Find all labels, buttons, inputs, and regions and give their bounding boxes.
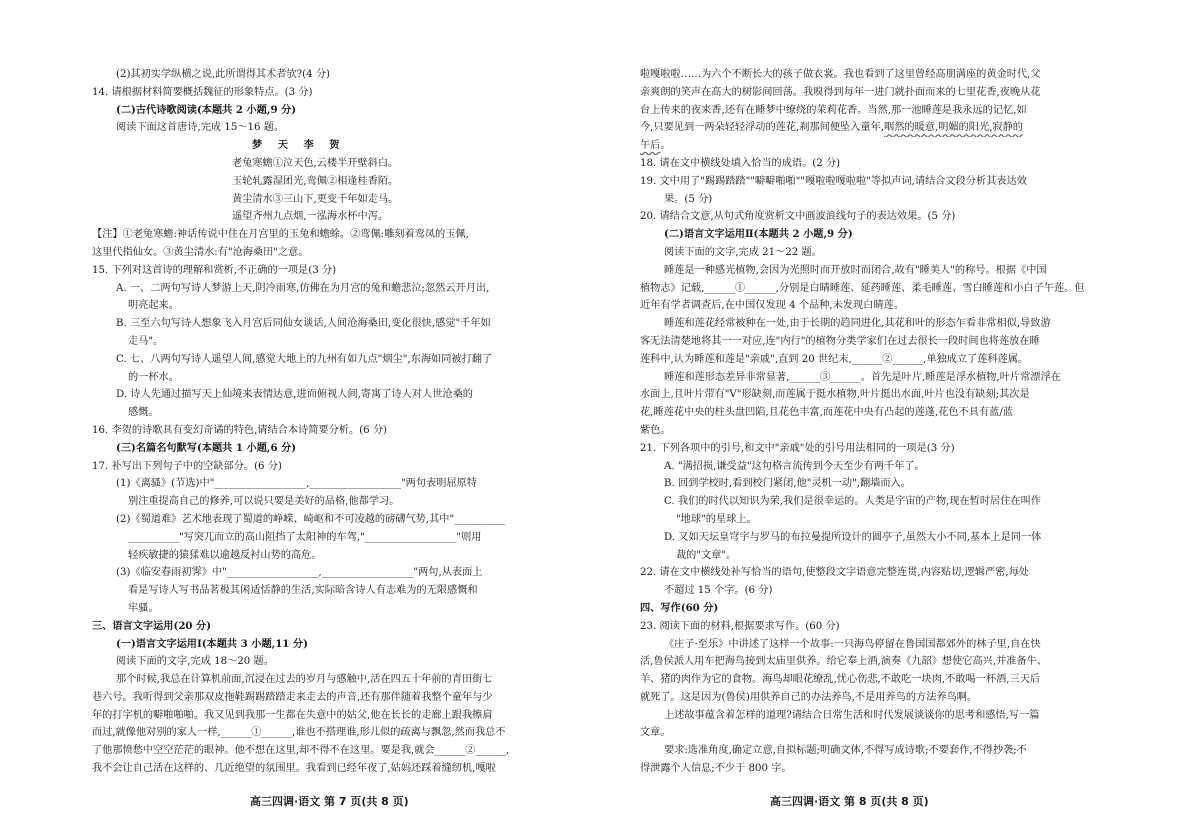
text-line: 裁的"文章"。 (676, 549, 737, 561)
text-line: 阅读下面的文字,完成 18～20 题。 (116, 656, 274, 668)
text-line: 梦 天 李 贺 (252, 139, 346, 152)
text-line: 这里代指仙女。③黄尘清水:有"沧海桑田"之意。 (92, 246, 309, 258)
text-line: 阅读下面这首唐诗,完成 15～16 题。 (116, 122, 285, 134)
text-line: 要求:选准角度,确定立意,自拟标题;明确文体,不得写成诗歌;不要套作,不得抄袭;不 (664, 745, 1027, 757)
text-line: 客无法清楚地将其一一对应,连"内行"的植物分类学家们在过去很长一段时间也将莲放在睡 (640, 335, 1040, 347)
text-line: 植物志》记载,______①______,分别是白睛睡莲、延药睡莲、柔毛睡莲、雪白睡莲和小白子午莲。但 (640, 282, 1085, 294)
text-line: (二)古代诗歌阅读(本题共 2 小题,9 分) (116, 103, 297, 116)
text-line: 黄尘清水③三山下,更变千年如走马。 (232, 193, 399, 205)
wavy-underline-sentence: 咽然的暖意,明媚的阳光,寂静的 (884, 122, 1023, 134)
text-line: 20. 请结合文意,从句式角度赏析文中画波浪线句子的表达效果。(5 分) (640, 211, 956, 223)
text-line: 牢骚。 (128, 602, 159, 614)
text-line: D. 又如天坛皇穹宇与罗马的布拉曼提所设计的圆亭子,虽然大小不同,基本上是同一体 (664, 531, 1042, 543)
text-line: A. 一、二两句写诗人梦游上天,阴冷雨寒,仿佛在为月宫的兔和蟾悲泣;忽然云开月出, (116, 282, 490, 294)
text-line: (2)其初实学纵横之说,此所谓得其术者欤?(4 分) (116, 69, 330, 80)
text-line: 的一杯水。 (128, 371, 179, 383)
text-line: B. 三至六句写诗人想象飞入月宫后同仙女谈话,人间沧海桑田,变化很快,感觉"千年如 (116, 318, 491, 330)
text-line: 睡莲是一种感光植物,会因为光照时而开放时而闭合,故有"睡美人"的称号。根据《中国 (664, 264, 1047, 276)
text-line: 上述故事蕴含着怎样的道理?请结合日常生活和时代发展谈谈你的思考和感悟,写一篇 (664, 709, 1040, 721)
text-line: 睡莲和莲花经常被种在一处,由于长期的趋同进化,其花和叶的形态乍看非常相似,导致游 (664, 318, 1051, 330)
text-line: 23. 阅读下面的材料,根据要求写作。(60 分) (640, 620, 840, 632)
text-line: (三)名篇名句默写(本题共 1 小题,6 分) (116, 441, 297, 454)
text-line: 16. 李贺的诗歌具有变幻奇谲的特色,请结合本诗简要分析。(6 分) (92, 424, 388, 436)
text-line: 那个时候,我总在计算机前面,沉浸在过去的岁月与感触中,活在四五十年前的青田街七 (116, 674, 493, 686)
text-line: 遥望齐州九点烟,一泓海水杯中泻。 (232, 211, 389, 223)
text-line: 睡莲和莲形态差异非常显著,______③______。首先是叶片,睡莲是浮水植物,叶片常漂浮在 (664, 371, 1061, 383)
text-line: 明亮起来。 (128, 300, 179, 312)
text-line: D. 诗人先通过描写天上仙境来表情达意,进而俯视人间,寄寓了诗人对人世沧桑的 (116, 389, 473, 401)
text-line: 午后。 (640, 140, 671, 152)
text-line: 年的打字机的噼啪啪啪。我又见到我那一生都在失意中的姑父,他在长长的走廊上跟我擦肩 (92, 709, 493, 721)
text-line: B. 回到学校时,看到校门紧闭,他"灵机一动",翻墙而入。 (664, 478, 911, 490)
text-line: __________"写突兀而立的高山阻挡了太阳神的车驾,"__________________"则用 (128, 531, 482, 543)
footer-left: 高三四调·语文 第 7 页(共 8 页) (250, 795, 409, 808)
text-line: C. 七、八两句写诗人遥望人间,感觉大地上的九州有如九点"烟尘",东海如同被打翻了 (116, 353, 493, 365)
text-line: 21. 下列各项中的引号,和文中"亲戚"处的引号用法相同的一项是(3 分) (640, 442, 955, 454)
text-line: 近年有学者调查后,在中国仅发现 4 个品种,未发现白睛莲。 (640, 300, 904, 312)
text-line: 台上传来的夜来香,还有在睡梦中缭绕的茉莉花香。当然,那一池睡莲是我永远的记忆,如 (640, 104, 1027, 116)
right-page (640, 66, 1108, 786)
text-line: 亲爽朗的笑声在高大的树影间回荡。我嗅得到每年一进门就扑面而来的七里花香,夜晚从花 (640, 86, 1041, 98)
text-line: 【注】①老兔寒蟾:神话传说中住在月宫里的玉兔和蟾蜍。②鸾佩:雕刻着鸾凤的玉佩, (92, 229, 469, 241)
text-line: 别注重提高自己的修养,可以说只要是美好的品格,他都学习。 (128, 496, 400, 508)
text-line: 羊、猪的肉作为它的食物。海鸟却眼花缭乱,忧心伤悲,不敢吃一块肉,不敢喝一杯酒,三天后 (640, 674, 1041, 686)
text-line: 《庄子·至乐》中讲述了这样一个故事:一只海鸟停留在鲁国国都郊外的林子里,自在快 (664, 638, 1041, 650)
text-line: (3)《临安春雨初霁》中"__________________,__________________"两句,从表面上 (116, 567, 483, 579)
text-line: 18. 请在文中横线处填入恰当的成语。(2 分) (640, 157, 841, 169)
text-line: 了他那愤愁中空空茫茫的眼神。他不想在这里,却不得不在这里。要是我,就会______②______, (92, 745, 510, 757)
text-line: 玉轮轧露湿团光,鸾佩②相逢桂香陌。 (232, 175, 399, 187)
text-line: 花,睡莲花中央的柱头盘凹陷,且花色丰富,而莲花中央有凸起的莲蓬,花色不具有蓝/蓝 (640, 407, 1013, 419)
text-line: 今,只要见到一两朵轻轻浮动的莲花,刹那间便坠入童年,咽然的暖意,明媚的阳光,寂静的 (640, 122, 1023, 134)
text-line: 阅读下面的文字,完成 21～22 题。 (664, 246, 822, 258)
text-line: C. 我们的时代以知识为荣,我们是很幸运的。人类是宇宙的产物,现在暂时居住在叫作 (664, 496, 1041, 508)
wavy-underline-sentence: 午后 (640, 140, 661, 152)
text-line: 啦嘎啦啦……为六个不断长大的孩子做衣裳。我也看到了这里曾经高朋满座的黄金时代,父 (640, 69, 1041, 80)
text-line: 15. 下列对这首诗的理解和赏析,不正确的一项是(3 分) (92, 264, 337, 276)
text-line: 不超过 15 个字。(6 分) (664, 585, 773, 597)
text-line: 老兔寒蟾①泣天色,云楼半开壁斜白。 (232, 157, 399, 169)
text-line: 三、语言文字运用(20 分) (92, 619, 212, 632)
left-page (92, 66, 560, 786)
text-line: 14. 请根据材料简要概括魏征的形象特点。(3 分) (92, 86, 313, 98)
text-line: 四、写作(60 分) (640, 601, 719, 614)
text-line: 感慨。 (128, 407, 159, 419)
text-line: 轻疾敏捷的猿猱难以逾越反衬山势的高危。 (128, 549, 322, 561)
text-line: 莲科中,认为睡莲和莲是"亲戚",直到 20 世纪末,______②______,单独成立了莲科莲属。 (640, 353, 1029, 365)
text-line: 水面上,且叶片带有"V"形缺刻,而莲属于挺水植物,叶片挺出水面,叶片也没有缺刻;其次是 (640, 389, 1030, 401)
text-line: (二)语言文字运用Ⅱ(本题共 2 小题,9 分) (664, 228, 853, 241)
text-line: 走马"。 (128, 335, 164, 347)
text-line: 而过,就像他对别的家人一样,______①______,谁也不搭理谁,形儿似的疏离与飘忽,然而我总不 (92, 727, 506, 739)
text-line: 巷六号。我听得到父亲那双皮拖鞋踢踢踏踏走来走去的声音,还有那伴随着我整个童年与少 (92, 691, 493, 703)
text-line: (1)《离骚》(节选)中"__________________,__________________"两句表明屈原特 (116, 478, 477, 490)
text-line: 就死了。这是因为(鲁侯)用供养自己的办法养鸟,不是用养鸟的方法养鸟啊。 (640, 691, 978, 703)
text-line: 17. 补写出下列句子中的空缺部分。(6 分) (92, 460, 282, 472)
footer-right: 高三四调·语文 第 8 页(共 8 页) (770, 795, 929, 808)
text-line: 紫色。 (640, 424, 671, 436)
text-line: "地球"的星球上。 (676, 513, 757, 525)
text-line: A. "满招损,谦受益"这句格言流传到今天至少有两千年了。 (664, 460, 925, 472)
text-line: 文章。 (640, 727, 671, 739)
text-line: 19. 文中用了"踢踢踏踏""噼噼啪啪""嘎啦啦嘎啦啦"等拟声词,请结合文段分析其表达效 (640, 175, 1027, 187)
text-line: 果。(5 分) (664, 193, 713, 205)
text-line: 看是写诗人写书品茗极其闲适恬静的生活,实际暗含诗人有志难为的无限感慨和 (128, 585, 478, 597)
text-line: (2)《蜀道难》艺术地表现了蜀道的峥嵘、崎岖和不可凌越的磅礴气势,其中"__________ (116, 513, 506, 525)
text-line: 我不会让自己活在这样的、几近绝望的氛围里。我看到已经年夜了,姑妈还踩着缝纫机,嘎啦 (92, 763, 496, 775)
text-line: 得泄露个人信息;不少于 800 字。 (640, 763, 792, 775)
text-line: 22. 请在文中横线处补写恰当的语句,使整段文字语意完整连贯,内容贴切,逻辑严密,每处 (640, 567, 1029, 579)
text-line: (一)语言文字运用Ⅰ(本题共 3 小题,11 分) (116, 637, 308, 650)
text-line: 活,鲁侯派人用车把海鸟接到太庙里供养。给它奉上酒,演奏《九韶》想使它高兴,并准备牛、 (640, 656, 1048, 668)
